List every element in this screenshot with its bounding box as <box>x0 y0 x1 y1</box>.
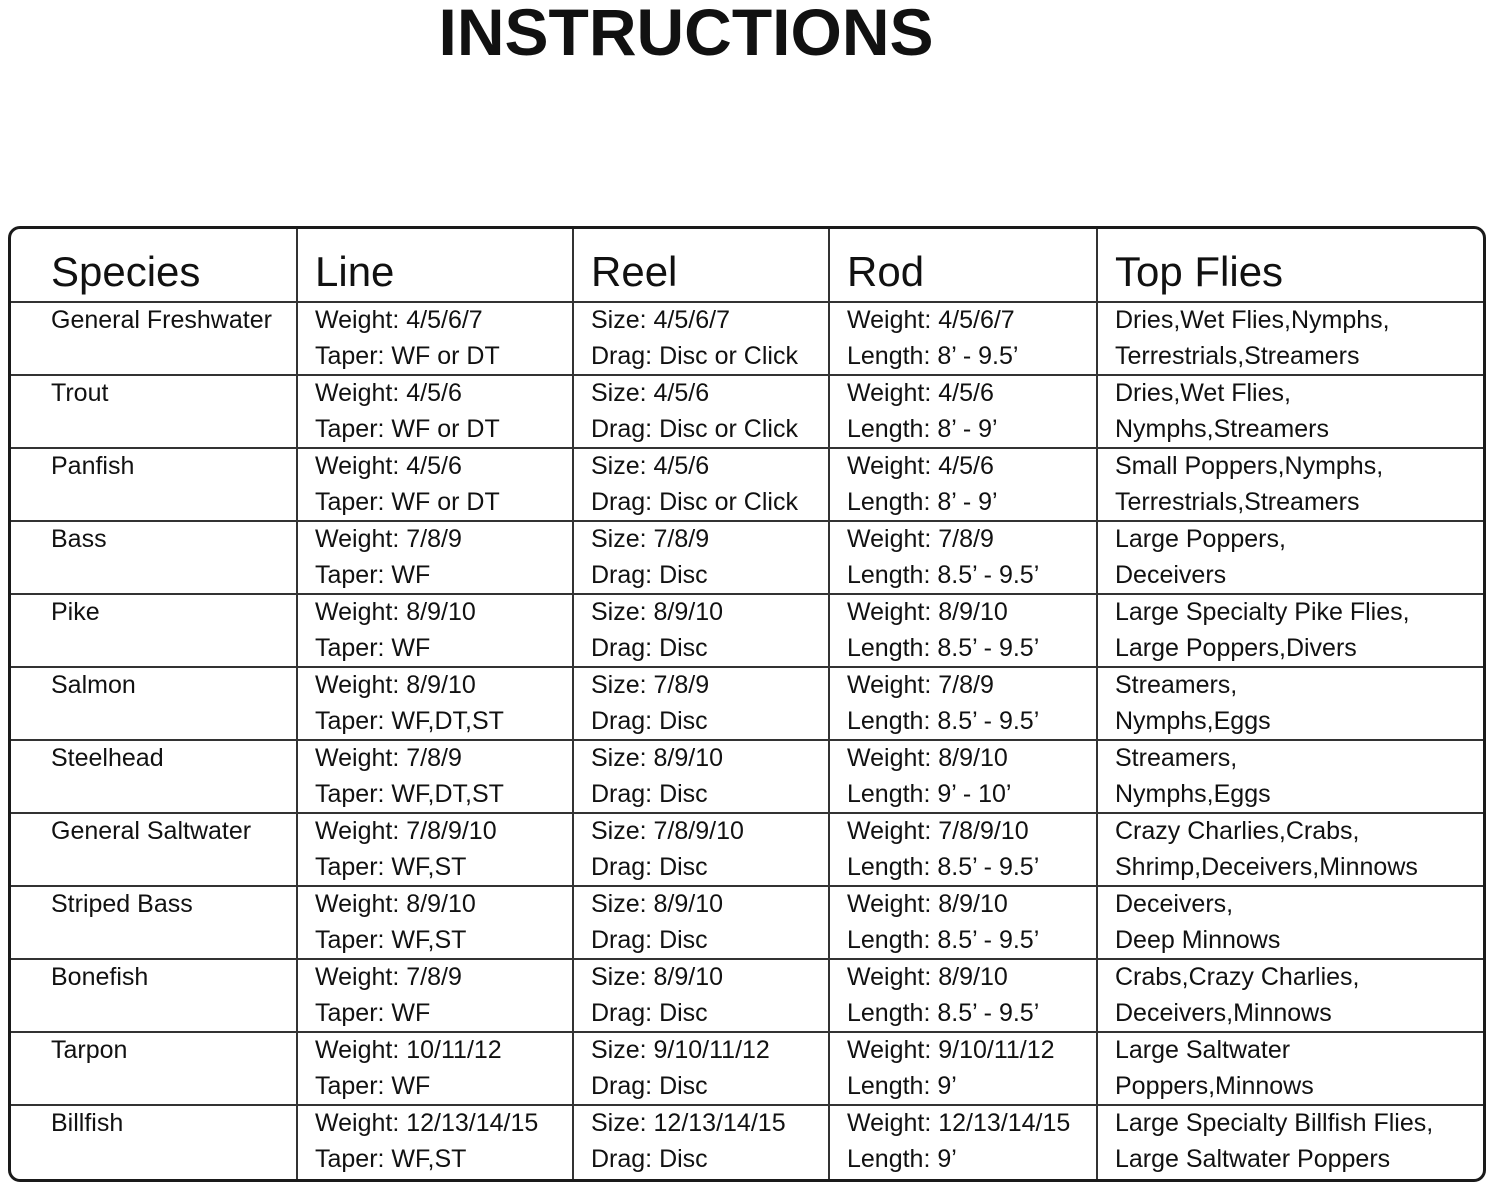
rod-line-text: Length: 8.5’ - 9.5’ <box>847 852 1040 881</box>
table-row <box>11 594 1483 667</box>
rod-line-text: Weight: 8/9/10 <box>847 890 1008 918</box>
line-line-text: Weight: 8/9/10 <box>315 598 476 626</box>
table-body <box>11 302 1483 1182</box>
top-flies-line-text: Terrestrials,Streamers <box>1115 341 1360 370</box>
line-cell <box>297 594 573 667</box>
table-row <box>11 813 1483 886</box>
rod-line-text: Weight: 4/5/6/7 <box>847 306 1015 334</box>
line-cell <box>297 375 573 448</box>
line-line-text: Weight: 10/11/12 <box>315 1036 502 1064</box>
line-line-text: Weight: 4/5/6 <box>315 452 462 480</box>
reel-cell <box>573 302 829 375</box>
line-line-text: Weight: 7/8/9 <box>315 744 462 772</box>
reel-line-text: Drag: Disc <box>591 852 708 881</box>
rod-line-text: Weight: 4/5/6 <box>847 452 994 480</box>
top-flies-line-text: Dries,Wet Flies, <box>1115 379 1291 407</box>
line-line-text: Taper: WF,ST <box>315 925 467 954</box>
top-flies-line-text: Streamers, <box>1115 671 1238 699</box>
table-row <box>11 1105 1483 1182</box>
rod-line-text: Weight: 9/10/11/12 <box>847 1036 1055 1064</box>
line-cell <box>297 1032 573 1105</box>
table-row <box>11 740 1483 813</box>
reel-line-text: Size: 8/9/10 <box>591 744 724 772</box>
line-line-text: Taper: WF or DT <box>315 414 500 443</box>
species-cell: Striped Bass <box>11 886 297 959</box>
line-cell <box>297 521 573 594</box>
line-line-text: Taper: WF <box>315 1071 431 1100</box>
fly-fishing-chart-table <box>11 229 1483 1182</box>
top-flies-cell <box>1097 594 1483 667</box>
line-line-text: Taper: WF,ST <box>315 852 467 881</box>
line-line-text: Weight: 12/13/14/15 <box>315 1109 539 1137</box>
species-cell: Trout <box>11 375 297 448</box>
rod-line-text: Weight: 8/9/10 <box>847 598 1008 626</box>
line-cell <box>297 1105 573 1182</box>
top-flies-line-text: Nymphs,Streamers <box>1115 414 1329 443</box>
reel-line-text: Drag: Disc <box>591 779 708 808</box>
species-cell: Bass <box>11 521 297 594</box>
table-row <box>11 302 1483 375</box>
line-line-text: Taper: WF or DT <box>315 487 500 516</box>
column-header-line: Line <box>297 229 573 302</box>
line-line-text: Taper: WF,DT,ST <box>315 706 504 735</box>
top-flies-cell <box>1097 1032 1483 1105</box>
top-flies-line-text: Large Specialty Billfish Flies, <box>1115 1109 1434 1137</box>
top-flies-line-text: Deceivers,Minnows <box>1115 998 1332 1027</box>
reel-cell <box>573 375 829 448</box>
species-cell: Panfish <box>11 448 297 521</box>
reel-line-text: Size: 12/13/14/15 <box>591 1109 786 1137</box>
line-cell <box>297 448 573 521</box>
column-header-reel: Reel <box>573 229 829 302</box>
reel-line-text: Drag: Disc <box>591 706 708 735</box>
rod-line-text: Length: 8.5’ - 9.5’ <box>847 560 1040 589</box>
top-flies-line-text: Crabs,Crazy Charlies, <box>1115 963 1360 991</box>
rod-cell <box>829 1032 1097 1105</box>
reel-cell <box>573 886 829 959</box>
top-flies-cell <box>1097 1105 1483 1182</box>
top-flies-cell <box>1097 740 1483 813</box>
table-row <box>11 1032 1483 1105</box>
reel-line-text: Size: 8/9/10 <box>591 890 724 918</box>
line-cell <box>297 959 573 1032</box>
table-row <box>11 667 1483 740</box>
reel-line-text: Size: 4/5/6 <box>591 379 710 407</box>
reel-cell <box>573 813 829 886</box>
line-line-text: Weight: 7/8/9/10 <box>315 817 497 845</box>
top-flies-cell <box>1097 959 1483 1032</box>
line-cell <box>297 302 573 375</box>
reel-cell <box>573 667 829 740</box>
line-line-text: Weight: 7/8/9 <box>315 525 462 553</box>
rod-line-text: Length: 9’ <box>847 1144 957 1173</box>
top-flies-line-text: Deceivers <box>1115 560 1227 589</box>
rod-cell <box>829 375 1097 448</box>
species-cell: Salmon <box>11 667 297 740</box>
top-flies-cell <box>1097 302 1483 375</box>
top-flies-line-text: Terrestrials,Streamers <box>1115 487 1360 516</box>
top-flies-line-text: Deceivers, <box>1115 890 1234 918</box>
rod-cell <box>829 1105 1097 1182</box>
top-flies-line-text: Dries,Wet Flies,Nymphs, <box>1115 306 1390 334</box>
rod-line-text: Weight: 7/8/9 <box>847 671 994 699</box>
reel-line-text: Size: 8/9/10 <box>591 598 724 626</box>
top-flies-line-text: Shrimp,Deceivers,Minnows <box>1115 852 1418 881</box>
rod-line-text: Length: 8’ - 9’ <box>847 414 998 443</box>
top-flies-cell <box>1097 667 1483 740</box>
top-flies-line-text: Poppers,Minnows <box>1115 1071 1314 1100</box>
top-flies-cell <box>1097 813 1483 886</box>
column-header-species: Species <box>11 229 297 302</box>
reel-line-text: Size: 8/9/10 <box>591 963 724 991</box>
species-cell: Bonefish <box>11 959 297 1032</box>
line-line-text: Taper: WF,DT,ST <box>315 779 504 808</box>
reel-line-text: Drag: Disc <box>591 1071 708 1100</box>
line-line-text: Weight: 8/9/10 <box>315 671 476 699</box>
rod-line-text: Length: 9’ <box>847 1071 957 1100</box>
line-line-text: Weight: 7/8/9 <box>315 963 462 991</box>
species-cell: Tarpon <box>11 1032 297 1105</box>
reel-line-text: Size: 7/8/9 <box>591 671 710 699</box>
rod-line-text: Weight: 12/13/14/15 <box>847 1109 1071 1137</box>
rod-line-text: Length: 8.5’ - 9.5’ <box>847 633 1040 662</box>
rod-cell <box>829 667 1097 740</box>
rod-cell <box>829 813 1097 886</box>
top-flies-cell <box>1097 886 1483 959</box>
top-flies-line-text: Crazy Charlies,Crabs, <box>1115 817 1360 845</box>
line-line-text: Taper: WF <box>315 560 431 589</box>
species-cell: Pike <box>11 594 297 667</box>
rod-line-text: Length: 8.5’ - 9.5’ <box>847 706 1040 735</box>
species-cell: Billfish <box>51 1109 124 1137</box>
top-flies-cell <box>1097 521 1483 594</box>
line-line-text: Taper: WF <box>315 633 431 662</box>
reel-line-text: Drag: Disc <box>591 633 708 662</box>
top-flies-line-text: Large Saltwater <box>1115 1036 1291 1064</box>
reel-line-text: Drag: Disc <box>591 560 708 589</box>
rod-cell <box>829 740 1097 813</box>
rod-cell <box>829 448 1097 521</box>
rod-line-text: Length: 8.5’ - 9.5’ <box>847 998 1040 1027</box>
reel-cell <box>573 1032 829 1105</box>
line-cell <box>297 886 573 959</box>
line-line-text: Taper: WF,ST <box>315 1144 467 1173</box>
table-row <box>11 959 1483 1032</box>
rod-cell <box>829 959 1097 1032</box>
line-line-text: Weight: 4/5/6 <box>315 379 462 407</box>
rod-line-text: Length: 9’ - 10’ <box>847 779 1012 808</box>
species-cell: Steelhead <box>11 740 297 813</box>
table-row <box>11 886 1483 959</box>
reel-line-text: Size: 7/8/9 <box>591 525 710 553</box>
line-cell <box>297 667 573 740</box>
reel-cell <box>573 521 829 594</box>
column-header-rod: Rod <box>829 229 1097 302</box>
rod-line-text: Weight: 4/5/6 <box>847 379 994 407</box>
line-line-text: Taper: WF <box>315 998 431 1027</box>
reel-line-text: Drag: Disc or Click <box>591 414 798 443</box>
table-row <box>11 375 1483 448</box>
rod-line-text: Weight: 8/9/10 <box>847 963 1008 991</box>
reel-cell <box>573 959 829 1032</box>
line-line-text: Weight: 4/5/6/7 <box>315 306 483 334</box>
line-cell <box>297 813 573 886</box>
table-row <box>11 521 1483 594</box>
reel-cell <box>573 740 829 813</box>
top-flies-line-text: Large Saltwater Poppers <box>1115 1144 1391 1173</box>
species-cell: General Saltwater <box>11 813 297 886</box>
rod-cell <box>829 594 1097 667</box>
top-flies-line-text: Large Specialty Pike Flies, <box>1115 598 1410 626</box>
reel-line-text: Size: 7/8/9/10 <box>591 817 744 845</box>
top-flies-line-text: Streamers, <box>1115 744 1238 772</box>
top-flies-line-text: Nymphs,Eggs <box>1115 779 1271 808</box>
reel-cell <box>573 448 829 521</box>
top-flies-line-text: Large Poppers, <box>1115 525 1286 553</box>
top-flies-line-text: Deep Minnows <box>1115 925 1281 954</box>
reel-line-text: Drag: Disc <box>591 998 708 1027</box>
rod-cell <box>829 302 1097 375</box>
header-row <box>11 229 1483 302</box>
rod-line-text: Length: 8.5’ - 9.5’ <box>847 925 1040 954</box>
fly-fishing-chart-table-frame <box>8 226 1486 1182</box>
reel-line-text: Drag: Disc <box>591 925 708 954</box>
reel-cell <box>573 1105 829 1182</box>
reel-line-text: Size: 4/5/6/7 <box>591 306 730 334</box>
table-row <box>11 448 1483 521</box>
rod-line-text: Length: 8’ - 9.5’ <box>847 341 1019 370</box>
species-cell: General Freshwater <box>11 302 297 375</box>
reel-cell <box>573 594 829 667</box>
line-cell <box>297 740 573 813</box>
reel-line-text: Drag: Disc or Click <box>591 487 798 516</box>
reel-line-text: Drag: Disc <box>591 1144 708 1173</box>
rod-line-text: Weight: 7/8/9/10 <box>847 817 1029 845</box>
reel-line-text: Size: 9/10/11/12 <box>591 1036 770 1064</box>
column-header-top-flies: Top Flies <box>1097 229 1483 302</box>
line-line-text: Taper: WF or DT <box>315 341 500 370</box>
page-title: INSTRUCTIONS <box>438 0 934 69</box>
rod-line-text: Length: 8’ - 9’ <box>847 487 998 516</box>
top-flies-line-text: Nymphs,Eggs <box>1115 706 1271 735</box>
top-flies-cell <box>1097 375 1483 448</box>
rod-line-text: Weight: 7/8/9 <box>847 525 994 553</box>
rod-cell <box>829 886 1097 959</box>
top-flies-cell <box>1097 448 1483 521</box>
top-flies-line-text: Large Poppers,Divers <box>1115 633 1357 662</box>
reel-line-text: Size: 4/5/6 <box>591 452 710 480</box>
rod-cell <box>829 521 1097 594</box>
line-line-text: Weight: 8/9/10 <box>315 890 476 918</box>
rod-line-text: Weight: 8/9/10 <box>847 744 1008 772</box>
reel-line-text: Drag: Disc or Click <box>591 341 798 370</box>
top-flies-line-text: Small Poppers,Nymphs, <box>1115 452 1384 480</box>
